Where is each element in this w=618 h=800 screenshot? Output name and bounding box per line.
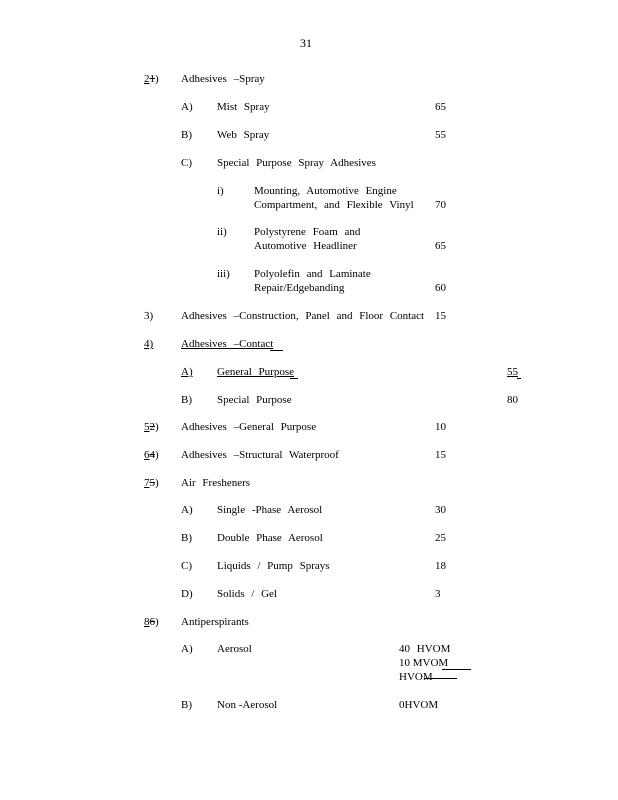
subsub-line: Mounting, Automotive Engine [254, 185, 397, 197]
subitem-mist-spray: Mist Spray [217, 101, 270, 113]
deleted-number: 2 [149, 421, 155, 433]
subsub-line: Polystyrene Foam and [254, 226, 361, 238]
inserted-number: 2 [144, 73, 150, 85]
limit-value: 18 [435, 560, 446, 572]
deleted-number: 4 [149, 449, 155, 461]
number-paren: ) [155, 477, 159, 489]
inserted-number: 5 [144, 421, 150, 433]
underline-extension [517, 378, 521, 379]
item-number-5 [144, 421, 159, 434]
subsub-line: Repair/Edgebanding [254, 282, 345, 294]
underline-extension [270, 350, 283, 351]
item-number-6 [144, 449, 159, 462]
subitem-liquids-pump-sprays: Liquids / Pump Sprays [217, 560, 330, 572]
subitem-single-phase-aerosol: Single -Phase Aerosol [217, 504, 323, 516]
strikethrough-line [424, 678, 457, 679]
subitem-letter: B) [181, 699, 192, 711]
subsub-line: Compartment, and Flexible Vinyl [254, 199, 414, 211]
page-number: 31 [300, 36, 312, 50]
item-number-7 [144, 477, 159, 490]
limit-value: 70 [435, 199, 446, 211]
inserted-number: 6 [144, 449, 150, 461]
item-title-adhesives-spray: Adhesives –Spray [181, 73, 265, 85]
subitem-letter: B) [181, 394, 192, 406]
roman-numeral: i) [217, 185, 224, 197]
subsub-line: Automotive Headliner [254, 240, 357, 252]
subitem-letter: A) [181, 101, 193, 113]
limit-value: 15 [435, 449, 446, 461]
subitem-letter: B) [181, 129, 192, 141]
limit-value: 65 [435, 240, 446, 252]
subitem-non-aerosol: Non -Aerosol [217, 699, 278, 711]
subitem-letter: A) [181, 504, 193, 516]
subitem-aerosol: Aerosol [217, 643, 252, 655]
subitem-double-phase-aerosol: Double Phase Aerosol [217, 532, 323, 544]
limit-value: 55 [507, 366, 518, 378]
limit-value: 40 HVOM [399, 643, 451, 655]
underline-extension [290, 378, 298, 379]
subitem-special-purpose-spray: Special Purpose Spray Adhesives [217, 157, 376, 169]
limit-value: 80 [507, 394, 518, 406]
deleted-number: 1 [149, 73, 155, 85]
subitem-letter: D) [181, 588, 193, 600]
subsub-line: Polyolefin and Laminate [254, 268, 371, 280]
number-paren: ) [155, 73, 159, 85]
deleted-number: 6 [149, 616, 155, 628]
roman-numeral: ii) [217, 226, 227, 238]
limit-value: 60 [435, 282, 446, 294]
item-number-8 [144, 616, 159, 629]
inserted-number: 8 [144, 616, 150, 628]
item-title-contact: Adhesives –Contact [181, 338, 274, 350]
deleted-number: 5 [149, 477, 155, 489]
limit-value: 3 [435, 588, 441, 600]
item-number-2 [144, 73, 159, 86]
subitem-letter: C) [181, 560, 192, 572]
item-title-general-purpose: Adhesives –General Purpose [181, 421, 317, 433]
limit-value: 65 [435, 101, 446, 113]
limit-value: 30 [435, 504, 446, 516]
item-number-3: 3) [144, 310, 154, 322]
item-title-antiperspirants: Antiperspirants [181, 616, 249, 628]
subitem-letter: A) [181, 366, 193, 378]
limit-value: 55 [435, 129, 446, 141]
subitem-letter: B) [181, 532, 192, 544]
subitem-letter: A) [181, 643, 193, 655]
item-number-4: 4) [144, 338, 154, 350]
roman-numeral: iii) [217, 268, 230, 280]
limit-value: HVOM [399, 671, 433, 683]
subitem-letter: C) [181, 157, 192, 169]
subitem-solids-gel: Solids / Gel [217, 588, 277, 600]
subitem-general-purpose: General Purpose [217, 366, 295, 378]
limit-value: 25 [435, 532, 446, 544]
subitem-special-purpose: Special Purpose [217, 394, 292, 406]
item-title-air-fresheners: Air Fresheners [181, 477, 251, 489]
number-paren: ) [155, 449, 159, 461]
underline-extension [442, 669, 471, 670]
subitem-web-spray: Web Spray [217, 129, 270, 141]
item-title-structural-waterproof: Adhesives –Structural Waterproof [181, 449, 339, 461]
limit-value: 10 MVOM [399, 657, 449, 669]
item-title-construction: Adhesives –Construction, Panel and Floor Contact [181, 310, 425, 322]
limit-value: 10 [435, 421, 446, 433]
inserted-number: 7 [144, 477, 150, 489]
number-paren: ) [155, 616, 159, 628]
number-paren: ) [155, 421, 159, 433]
limit-value: 15 [435, 310, 446, 322]
limit-value: 0HVOM [399, 699, 439, 711]
